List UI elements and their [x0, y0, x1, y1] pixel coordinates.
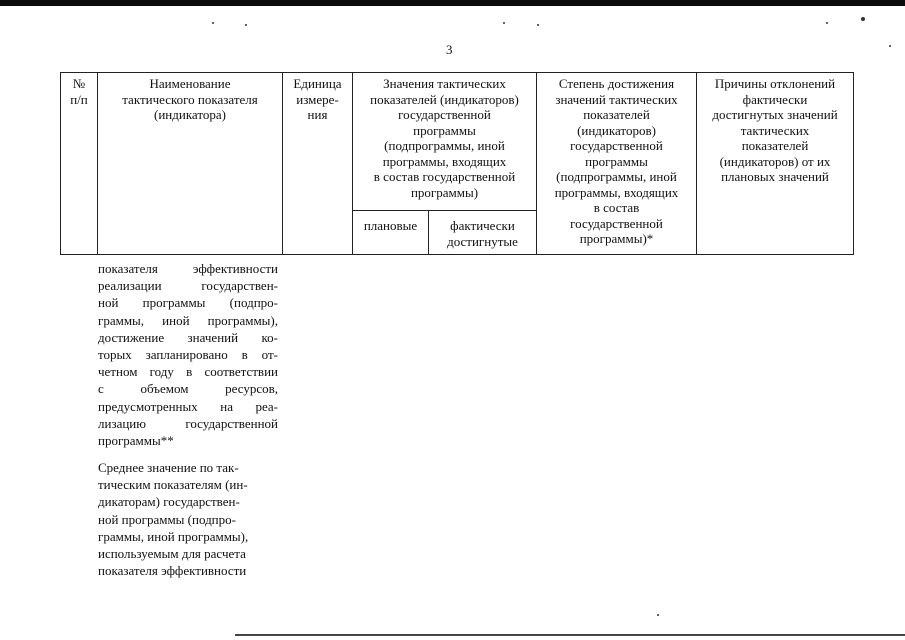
scan-bottom-line: [235, 634, 905, 636]
scan-speck: [537, 24, 539, 26]
scan-speck: [657, 614, 659, 616]
header-planned: плановые: [353, 211, 429, 255]
header-number: № п/п: [61, 73, 98, 255]
scan-speck: [861, 17, 865, 21]
scan-speck: [212, 22, 214, 24]
indicators-table: [60, 72, 854, 255]
header-unit: Единица измере- ния: [283, 73, 353, 255]
header-indicator-name: Наименование тактического показателя (индикатора): [98, 73, 283, 255]
page-number: 3: [446, 42, 453, 57]
header-actual: фактически достигнутые: [429, 211, 537, 255]
scan-speck: [889, 45, 891, 47]
header-achievement-degree: Степень достижения значений тактических показателей (индикаторов) государственной программы (подпрограммы, иной программы, входящих в состав государственной программы)*: [537, 73, 697, 255]
paragraph-efficiency-indicators: показателя эффективности реализации государствен- ной программы (подпро- граммы, иной программы), достижение значений ко- торых запланировано в от- четном году в соответствии с объемом ресурсов, предусмотренных на реа- лизацию государственной программы**: [98, 261, 278, 449]
scan-speck: [245, 24, 247, 26]
header-indicator-values: Значения тактических показателей (индикаторов) государственной программы (подпрограммы, иной программы, входящих в состав государственной программы): [353, 73, 537, 211]
scan-top-edge: [0, 0, 905, 6]
paragraph-average-value: Среднее значение по так- тическим показателям (ин- дикаторам) государствен- ной программы (подпро- граммы, иной программы), используемым для расчета показателя эффективности: [98, 460, 249, 579]
scan-speck: [826, 22, 828, 24]
header-deviation-reasons: Причины отклонений фактически достигнутых значений тактических показателей (индикаторов) от их плановых значений: [697, 73, 854, 255]
scan-speck: [503, 22, 505, 24]
